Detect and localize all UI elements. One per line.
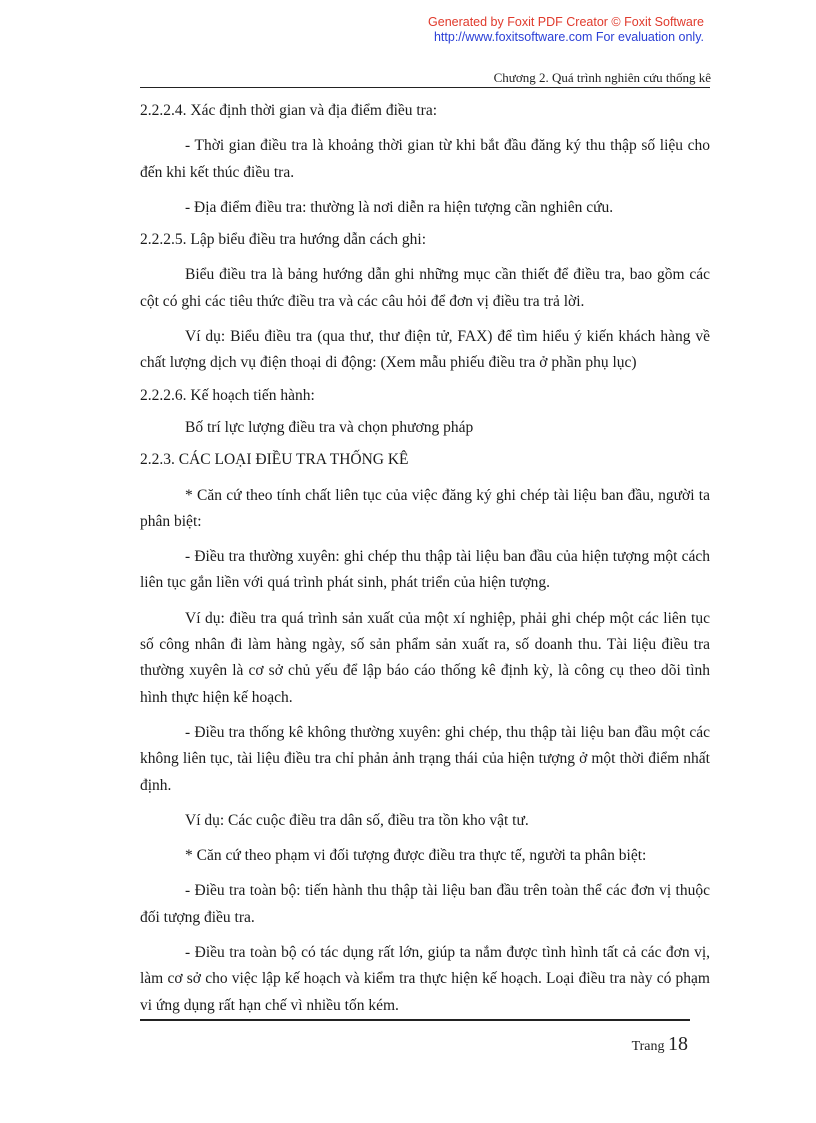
body-paragraph: Ví dụ: điều tra quá trình sản xuất của một xí nghiệp, phải ghi chép một các liên tục số công nhân đi làm hàng ngày, số sản phẩm sản xuất ra, số doanh thu. Tài liệu điều tra thường xuyên là cơ sở chủ yếu để lập báo cáo thống kê định kỳ, là công cụ theo dõi tình hình thực hiện kế hoạch. (140, 609, 710, 706)
page-number: 18 (668, 1033, 688, 1055)
header-rule (140, 87, 710, 88)
page-label: Trang (631, 1039, 665, 1054)
page-body (140, 98, 710, 1019)
heading-2-2-3: 2.2.3. CÁC LOẠI ĐIỀU TRA THỐNG KÊ (140, 451, 409, 469)
body-paragraph: - Điều tra toàn bộ: tiến hành thu thập tài liệu ban đầu trên toàn thể các đơn vị thuộc đối tượng điều tra. (140, 882, 710, 926)
body-paragraph: - Địa điểm điều tra: thường là nơi diễn ra hiện tượng cần nghiên cứu. (185, 198, 614, 216)
pdf-creator-watermark (428, 15, 704, 45)
body-paragraph: - Điều tra thống kê không thường xuyên: ghi chép, thu thập tài liệu ban đầu một các không liên tục, tài liệu điều tra chỉ phản ảnh trạng thái của hiện tượng ở một thời điểm nhất định. (140, 723, 710, 794)
body-paragraph: Ví dụ: Các cuộc điều tra dân số, điều tra tồn kho vật tư. (185, 811, 529, 829)
body-paragraph: Bố trí lực lượng điều tra và chọn phương pháp (185, 418, 474, 436)
heading-2-2-2-5: 2.2.2.5. Lập biểu điều tra hướng dẫn cách ghi: (140, 231, 427, 249)
body-paragraph: * Căn cứ theo tính chất liên tục của việc đăng ký ghi chép tài liệu ban đầu, người ta phân biệt: (140, 486, 710, 530)
running-header-chapter: Chương 2. Quá trình nghiên cứu thống kê (493, 70, 711, 85)
footer-rule (140, 1019, 690, 1021)
heading-2-2-2-4: 2.2.2.4. Xác định thời gian và địa điểm điều tra: (140, 102, 438, 119)
page-footer (632, 1033, 688, 1056)
body-paragraph: - Điều tra toàn bộ có tác dụng rất lớn, giúp ta nắm được tình hình tất cả các đơn vị, làm cơ sở cho việc lập kế hoạch và kiểm tra thực hiện kế hoạch. Loại điều tra này có phạm vi ứng dụng rất hạn chế vì nhiều tốn kém. (140, 944, 710, 1014)
heading-2-2-2-6: 2.2.2.6. Kế hoạch tiến hành: (140, 386, 315, 404)
watermark-generated-by: Generated by Foxit PDF Creator © Foxit Software (428, 15, 704, 29)
body-paragraph: * Căn cứ theo phạm vi đối tượng được điều tra thực tế, người ta phân biệt: (185, 847, 647, 865)
body-paragraph: - Thời gian điều tra là khoảng thời gian từ khi bắt đầu đăng ký thu thập số liệu cho đến khi kết thúc điều tra. (140, 137, 710, 181)
watermark-url: http://www.foxitsoftware.com For evaluation only. (433, 30, 704, 44)
body-paragraph: Biểu điều tra là bảng hướng dẫn ghi những mục cần thiết để điều tra, bao gồm các cột có ghi các tiêu thức điều tra và các câu hỏi để đơn vị điều tra trả lời. (140, 266, 710, 310)
body-paragraph: - Điều tra thường xuyên: ghi chép thu thập tài liệu ban đầu của hiện tượng một cách liên tục gắn liền với quá trình phát sinh, phát triển của hiện tượng. (140, 548, 710, 592)
body-paragraph: Ví dụ: Biểu điều tra (qua thư, thư điện tử, FAX) để tìm hiểu ý kiến khách hàng về chất lượng dịch vụ điện thoại di động: (Xem mẫu phiếu điều tra ở phần phụ lục) (140, 328, 710, 372)
